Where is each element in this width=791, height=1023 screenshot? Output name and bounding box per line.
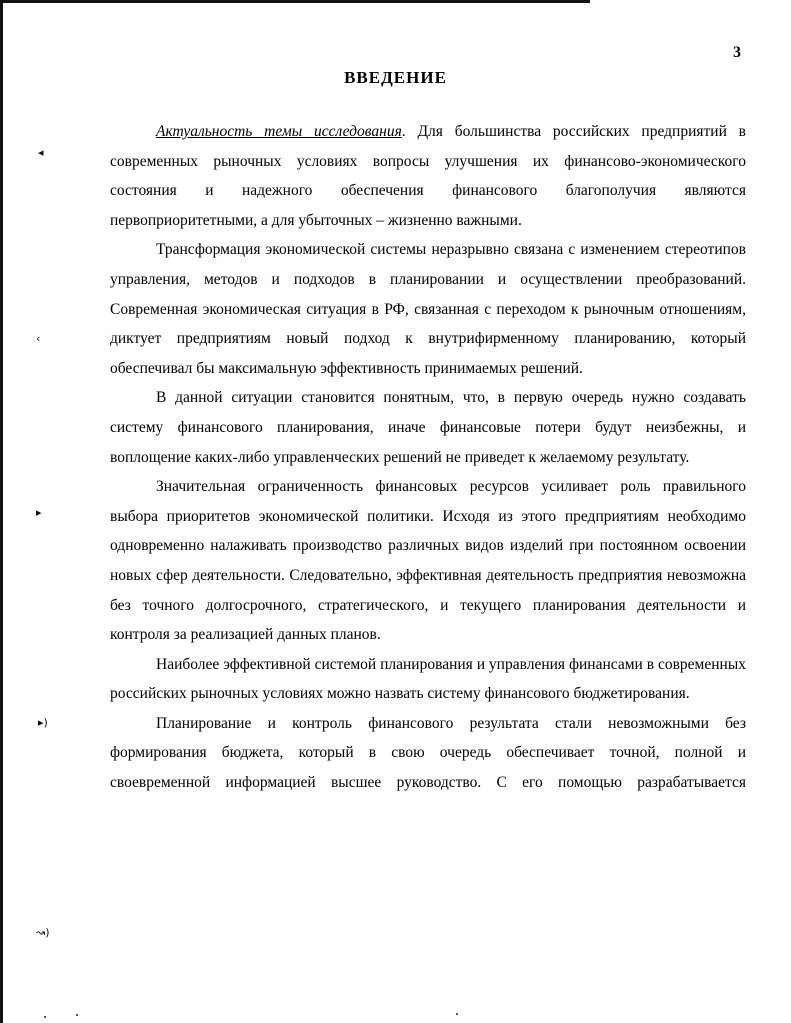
scan-dust <box>456 1013 458 1015</box>
topic-relevance-heading: Актуальность темы исследования <box>156 123 402 140</box>
scan-mark-icon: ◂ <box>38 146 44 159</box>
paragraph-1-text: . Для большинства российских предприятий в современных рыночных условиях вопросы улучшения их финансово-экономического состояния и надежного обеспечения финансового благополучия являются первоприоритетными, а для убыточных – жизненно важными. <box>110 123 746 229</box>
scan-mark-icon: ▸) <box>38 716 48 729</box>
body-text <box>110 117 746 798</box>
scan-border-gap <box>590 0 791 3</box>
scan-dust <box>44 1016 46 1018</box>
paragraph-2: Трансформация экономической системы неразрывно связана с изменением стереотипов управления, методов и подходов в планировании и осуществлении преобразований. Современная экономическая ситуация в РФ, связанная с переходом к рыночным отношениям, диктует предприятиям новый подход к внутрифирменному планированию, который обеспечивал бы максимальную эффективность принимаемых решений. <box>110 241 746 377</box>
paragraph-1 <box>110 117 746 235</box>
scan-dust <box>76 1014 78 1016</box>
page-title: ВВЕДЕНИЕ <box>344 68 447 87</box>
scan-mark-icon: ↝) <box>36 926 50 939</box>
scan-mark-icon: ‹ <box>36 332 41 345</box>
page-number: 3 <box>733 44 741 61</box>
scan-border-left <box>0 0 3 1023</box>
paragraph-4: Значительная ограниченность финансовых ресурсов усиливает роль правильного выбора приоритетов экономической политики. Исходя из этого предприятиям необходимо одновременно налаживать производство различных видов изделий при постоянном освоении новых сфер деятельности. Следовательно, эффективная деятельность предприятия невозможна без точного долгосрочного, стратегического, и текущего планирования деятельности и контроля за реализацией данных планов. <box>110 478 746 644</box>
paragraph-3: В данной ситуации становится понятным, что, в первую очередь нужно создавать систему финансового планирования, иначе финансовые потери будут неизбежны, и воплощение каких-либо управленческих решений не приведет к желаемому результату. <box>110 389 746 466</box>
scan-mark-icon: ▸ <box>36 506 42 519</box>
paragraph-5: Наиболее эффективной системой планирования и управления финансами в современных российских рыночных условиях можно назвать систему финансового бюджетирования. <box>110 655 746 703</box>
paragraph-6: Планирование и контроль финансового результата стали невозможными без формирования бюджета, который в свою очередь обеспечивает точной, полной и своевременной информацией высшее руководство. С его помощью разрабатывается <box>110 714 746 792</box>
